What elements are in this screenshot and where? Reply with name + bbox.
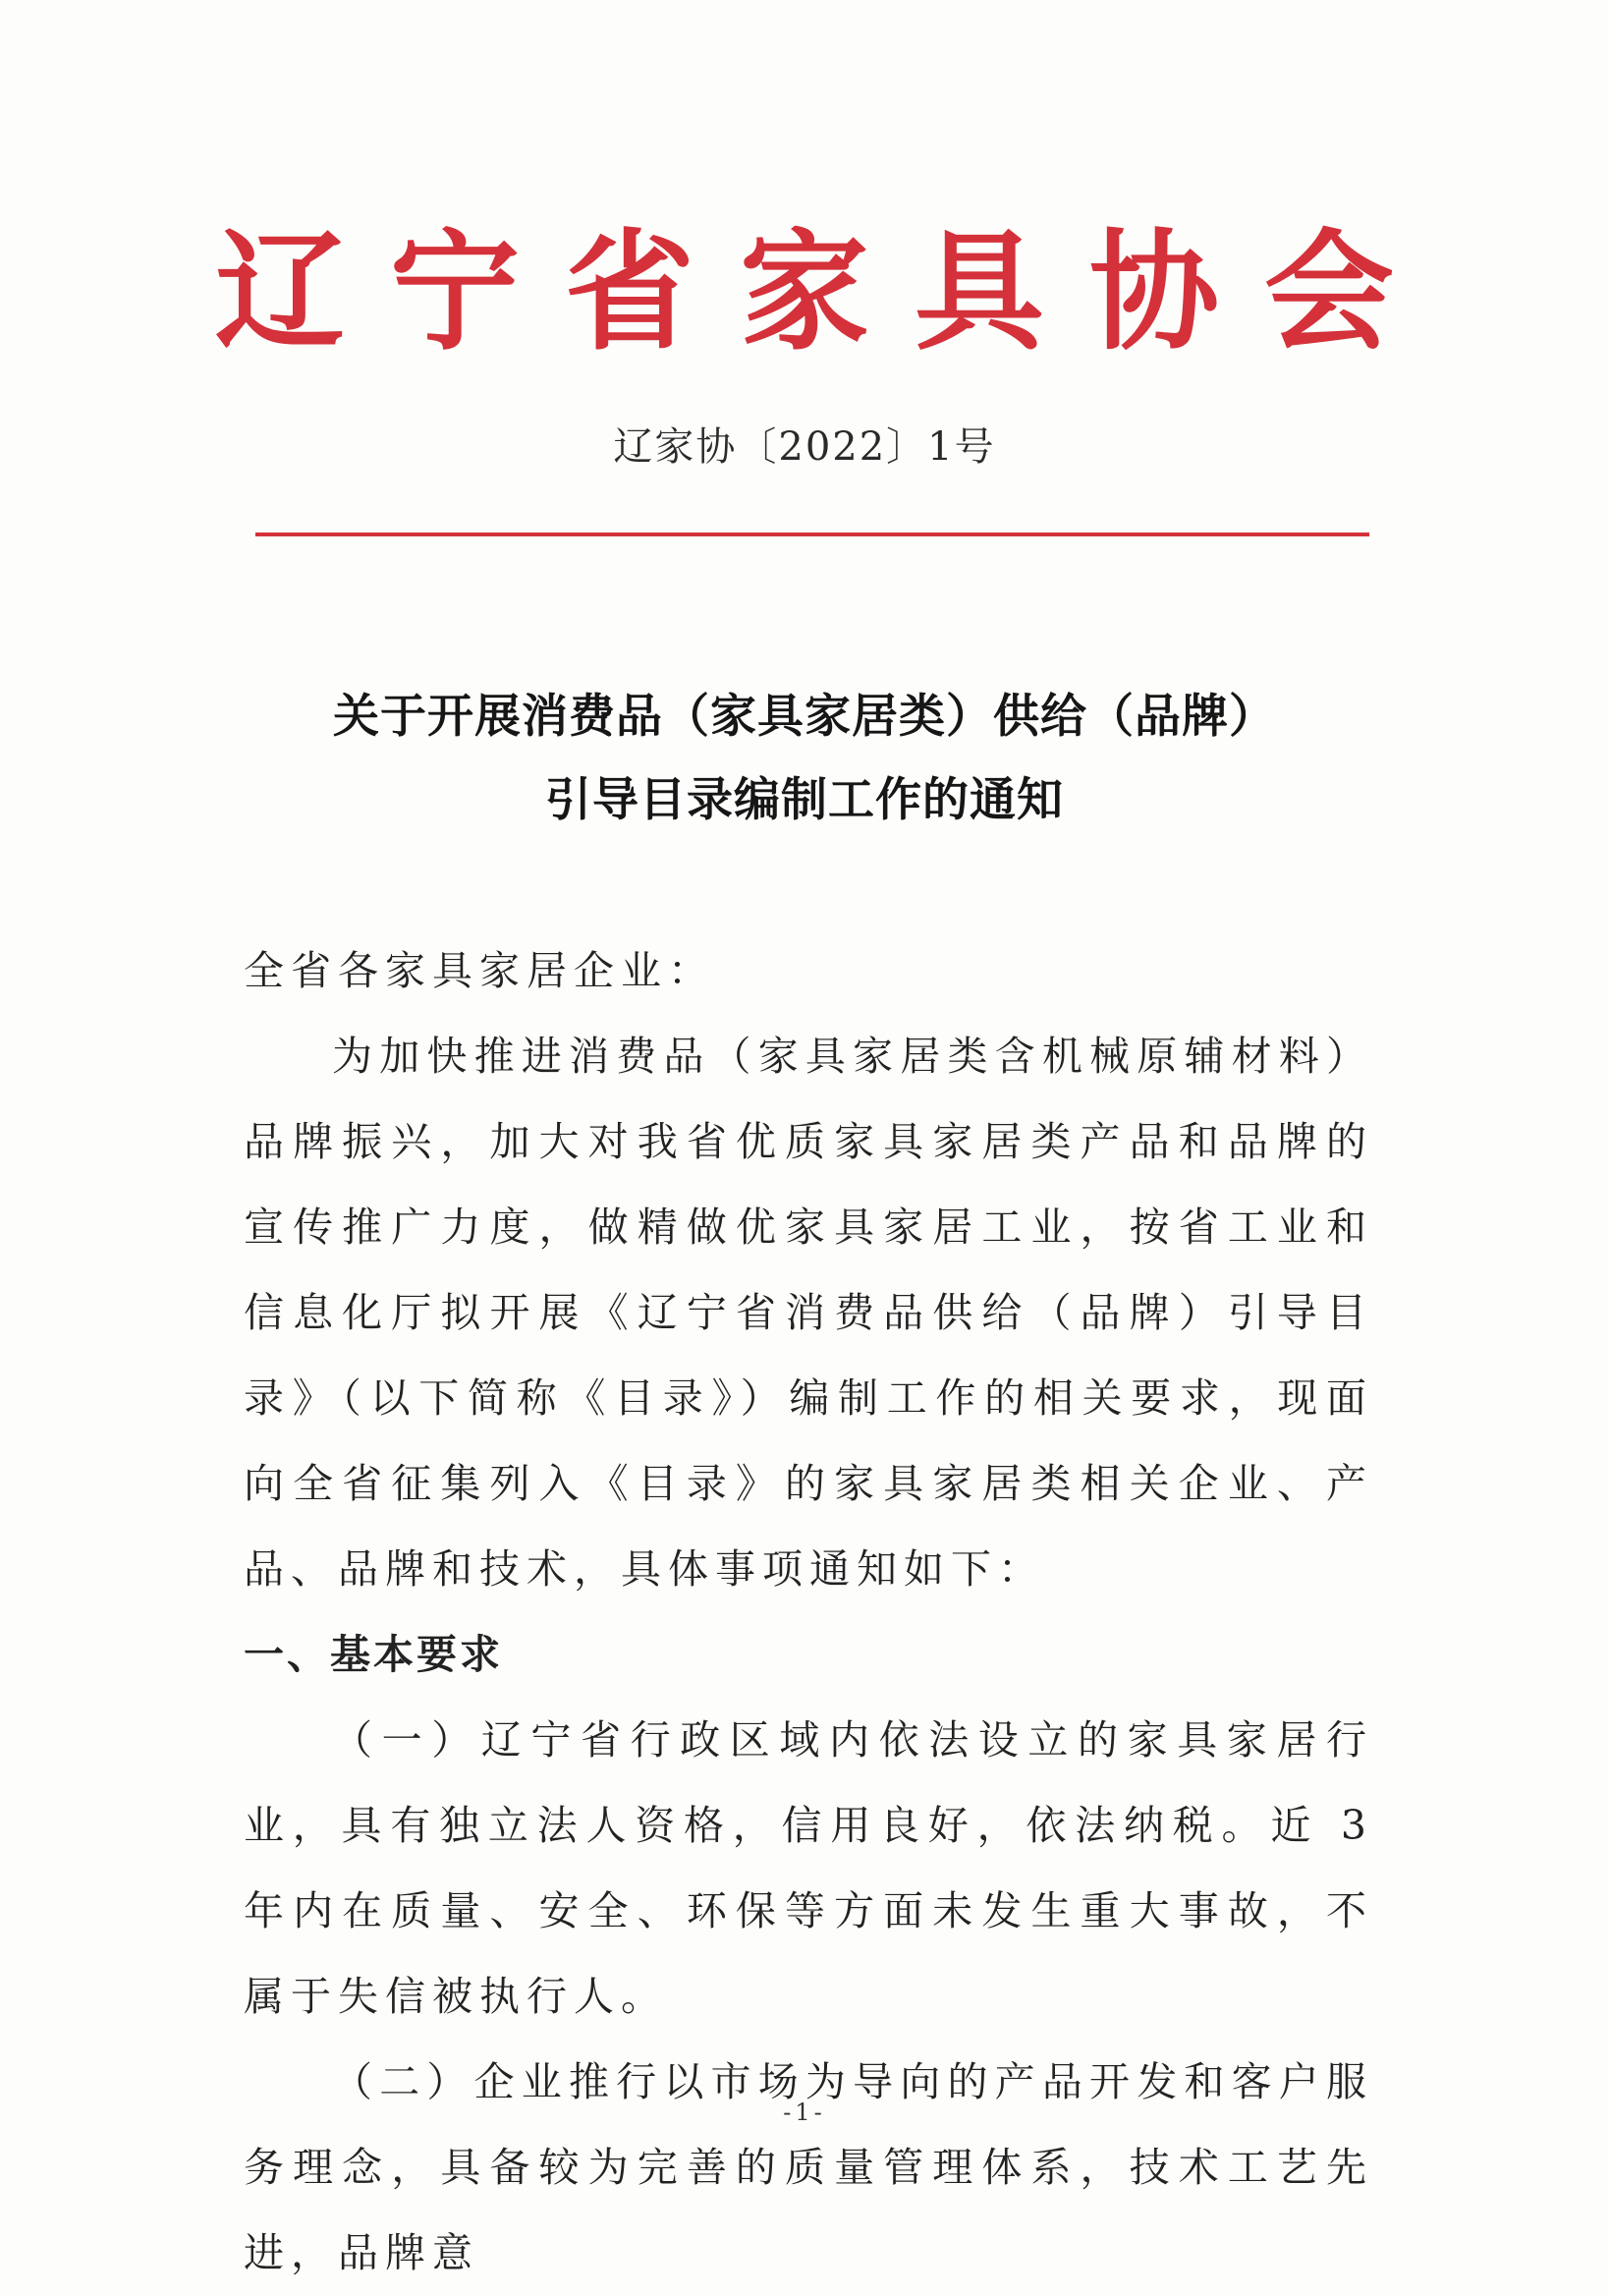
intro-paragraph: 为加快推进消费品（家具家居类含机械原辅材料）品牌振兴，加大对我省优质家具家居类产品和品牌的宣传推广力度，做精做优家具家居工业，按省工业和信息化厅拟开展《辽宁省消费品供给（品牌）引导目录》（以下简称《目录》）编制工作的相关要求，现面向全省征集列入《目录》的家具家居类相关企业、产品、品牌和技术，具体事项通知如下： — [244, 1033, 1373, 1593]
requirement-item-2: （二）企业推行以市场为导向的产品开发和客户服务理念，具备较为完善的质量管理体系，技术工艺先进，品牌意 — [244, 2058, 1373, 2276]
document-number: 辽家协〔2022〕1号 — [613, 424, 996, 470]
org-title: 辽宁省家具协会 — [215, 216, 1439, 368]
salutation: 全省各家具家居企业： — [244, 947, 715, 994]
page-number: -1- — [783, 2099, 826, 2126]
document-body — [244, 928, 1373, 2296]
red-divider-line — [255, 532, 1369, 536]
notice-title-line-1: 关于开展消费品（家具家居类）供给（品牌） — [333, 690, 1276, 744]
requirement-item-1: （一）辽宁省行政区域内依法设立的家具家居行业，具有独立法人资格，信用良好，依法纳税。近 3 年内在质量、安全、环保等方面未发生重大事故，不属于失信被执行人。 — [244, 1716, 1373, 2020]
section-heading: 一、基本要求 — [244, 1631, 503, 1678]
notice-title-line-2: 引导目录编制工作的通知 — [545, 773, 1064, 827]
